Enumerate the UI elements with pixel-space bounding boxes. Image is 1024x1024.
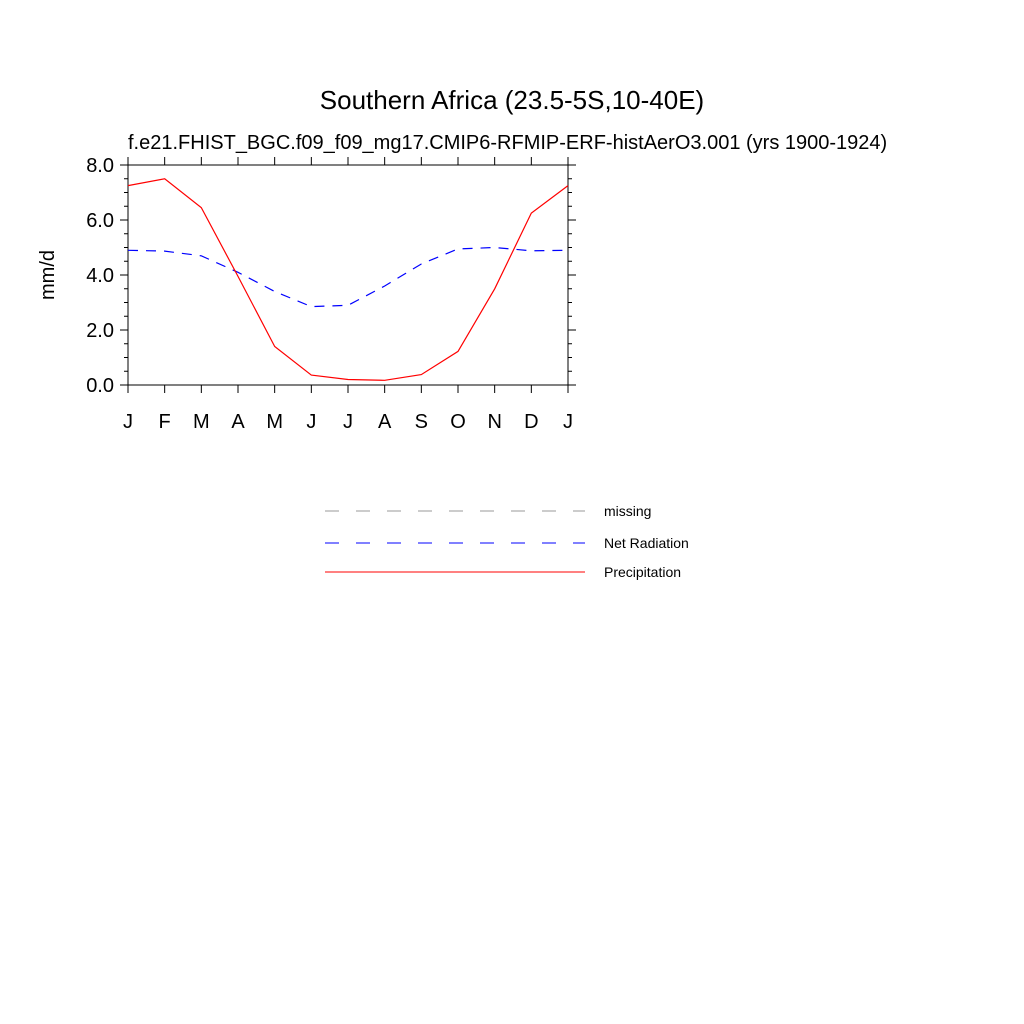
x-tick-label: F <box>158 411 171 433</box>
x-tick-label: S <box>414 411 429 433</box>
x-tick-label: J <box>306 411 317 433</box>
legend <box>325 503 689 580</box>
x-tick-label: A <box>231 411 245 433</box>
series-line-1 <box>128 248 568 307</box>
chart-title: Southern Africa (23.5-5S,10-40E) <box>319 85 705 115</box>
chart-subtitle: f.e21.FHIST_BGC.f09_f09_mg17.CMIP6-RFMIP-ERF-histAerO3.001 (yrs 1900-1924) <box>128 132 888 154</box>
x-tick-label: N <box>487 411 502 433</box>
x-tick-label: J <box>123 411 133 433</box>
x-tick-label: D <box>524 411 539 433</box>
y-tick-label: 8.0 <box>86 155 114 177</box>
x-tick-label: A <box>377 411 392 433</box>
x-tick-label: M <box>266 411 284 433</box>
x-tick-label: J <box>343 411 353 433</box>
legend-label: Precipitation <box>604 564 682 580</box>
legend-label: Net Radiation <box>604 535 689 551</box>
x-tick-label: J <box>563 411 573 433</box>
y-axis-label: mm/d <box>37 250 59 300</box>
y-tick-label: 4.0 <box>86 265 114 287</box>
x-tick-label: M <box>192 411 210 433</box>
y-tick-label: 6.0 <box>86 210 114 232</box>
y-tick-label: 2.0 <box>86 320 114 342</box>
y-tick-label: 0.0 <box>86 375 114 397</box>
series-line-2 <box>128 179 568 380</box>
legend-label: missing <box>604 503 652 519</box>
plot-area <box>86 155 576 433</box>
x-tick-label: O <box>450 411 466 433</box>
